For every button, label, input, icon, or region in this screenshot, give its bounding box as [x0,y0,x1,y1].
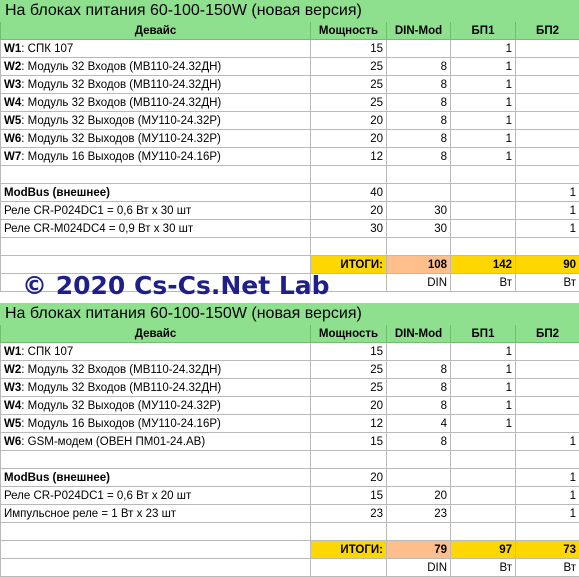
din-cell: 8 [387,397,451,415]
bp1-cell [451,487,516,505]
empty-cell [1,166,311,184]
device-name: : СПК 107 [21,346,73,358]
device-name-cell [1,433,311,451]
power-cell: 15 [311,40,387,58]
bp2-cell [516,40,579,58]
bp1-cell: 1 [451,397,516,415]
din-cell [387,184,451,202]
unit-din: DIN [387,559,451,577]
bp2-cell [516,397,579,415]
modbus-row [1,184,579,202]
relay-name: Реле CR-M024DC4 = 0,9 Вт x 30 шт [1,220,311,238]
copyright-banner: © 2020 Cs-Cs.Net Lab [0,268,579,303]
device-name-cell [1,58,311,76]
column-header: БП1 [451,22,516,40]
device-name: : Модуль 32 Входов (МВ110-24.32ДН) [21,61,221,73]
total-bp2: 73 [516,541,579,559]
relay-name: Реле CR-P024DC1 = 0,6 Вт x 20 шт [1,487,311,505]
power-cell: 25 [311,361,387,379]
device-name: : Модуль 32 Входов (МВ110-24.32ДН) [21,97,221,109]
bp2-cell [516,148,579,166]
device-row [1,361,579,379]
device-id: W5 [4,418,21,430]
din-cell [387,343,451,361]
din-cell [387,469,451,487]
power-cell: 20 [311,130,387,148]
relay-name: Импульсное реле = 1 Вт x 23 шт [1,505,311,523]
power-cell: 25 [311,379,387,397]
unit-bp1: Вт [451,274,516,292]
unit-din: DIN [387,274,451,292]
device-id: W7 [4,151,21,163]
empty-cell [451,451,516,469]
device-name-cell [1,397,311,415]
device-name: : Модуль 32 Выходов (МУ110-24.32Р) [21,133,221,145]
relay-row [1,220,579,238]
bp2-cell [516,379,579,397]
column-header: Мощность [311,325,387,343]
power-cell: 25 [311,94,387,112]
empty-cell [451,238,516,256]
bp1-cell: 1 [451,148,516,166]
bp1-cell [451,469,516,487]
device-row [1,397,579,415]
din-cell: 8 [387,58,451,76]
device-name: : Модуль 32 Выходов (МУ110-24.32Р) [21,400,221,412]
power-cell: 20 [311,469,387,487]
bp2-cell [516,76,579,94]
bp2-cell: 1 [516,202,579,220]
spacer-row [1,166,579,184]
spacer-row [1,238,579,256]
device-name-cell [1,415,311,433]
power-cell: 20 [311,202,387,220]
empty-cell [516,238,579,256]
power-cell: 23 [311,505,387,523]
power-cell: 15 [311,487,387,505]
modbus-row [1,469,579,487]
device-id: W6 [4,133,21,145]
sheet-title: На блоках питания 60-100-150W (новая версия) [1,1,579,22]
empty-cell [451,166,516,184]
din-cell: 30 [387,202,451,220]
device-row [1,94,579,112]
device-name: : Модуль 32 Входов (МВ110-24.32ДН) [21,79,221,91]
relay-name: Реле CR-P024DC1 = 0,6 Вт x 30 шт [1,202,311,220]
sheet-title-row [1,1,579,22]
bp1-cell: 1 [451,94,516,112]
bp1-cell: 1 [451,40,516,58]
din-cell: 8 [387,76,451,94]
empty-cell [1,559,311,577]
device-id: W2 [4,61,21,73]
empty-cell [387,451,451,469]
bp1-cell [451,184,516,202]
empty-cell [1,238,311,256]
device-row [1,415,579,433]
bp1-cell: 1 [451,130,516,148]
device-row [1,433,579,451]
bp1-cell: 1 [451,343,516,361]
bp1-cell: 1 [451,415,516,433]
power-cell: 25 [311,76,387,94]
bp1-cell [451,220,516,238]
din-cell: 8 [387,94,451,112]
bp2-cell [516,130,579,148]
power-cell: 12 [311,148,387,166]
device-name: : Модуль 16 Выходов (МУ110-24.16Р) [21,151,221,163]
total-bp2: 90 [516,256,579,274]
relay-row [1,505,579,523]
bp2-cell [516,94,579,112]
relay-row [1,202,579,220]
bp2-cell [516,112,579,130]
bp2-cell: 1 [516,487,579,505]
power-cell: 25 [311,58,387,76]
total-bp1: 142 [451,256,516,274]
empty-cell [451,523,516,541]
unit-bp2: Вт [516,559,579,577]
device-row [1,148,579,166]
device-id: W1 [4,346,21,358]
device-name-cell [1,148,311,166]
din-cell: 30 [387,220,451,238]
empty-cell [311,451,387,469]
device-row [1,58,579,76]
column-header: Мощность [311,22,387,40]
power-cell: 20 [311,397,387,415]
power-cell: 15 [311,343,387,361]
unit-bp1: Вт [451,559,516,577]
device-id: W6 [4,436,21,448]
empty-cell [516,166,579,184]
device-name: : СПК 107 [21,43,73,55]
bp1-cell [451,505,516,523]
column-header: БП2 [516,325,579,343]
device-id: W4 [4,400,21,412]
bp2-cell [516,58,579,76]
empty-cell [1,523,311,541]
device-row [1,379,579,397]
power-cell: 12 [311,415,387,433]
column-header: БП2 [516,22,579,40]
sheet-table-2 [0,303,579,577]
device-id: W2 [4,364,21,376]
header-row [1,325,579,343]
device-name: : Модуль 32 Входов (МВ110-24.32ДН) [21,382,221,394]
empty-cell [311,238,387,256]
bp2-cell: 1 [516,505,579,523]
device-id: W3 [4,382,21,394]
bp2-cell [516,415,579,433]
empty-cell [387,238,451,256]
column-header: Девайс [1,325,311,343]
empty-cell [1,451,311,469]
sheet-title: На блоках питания 60-100-150W (новая версия) [1,304,579,325]
power-cell: 20 [311,112,387,130]
din-cell: 8 [387,361,451,379]
din-cell: 23 [387,505,451,523]
spacer-row [1,523,579,541]
din-cell: 20 [387,487,451,505]
din-cell: 8 [387,130,451,148]
empty-cell [516,451,579,469]
empty-cell [311,166,387,184]
units-row [1,559,579,577]
device-name-cell [1,112,311,130]
power-cell: 30 [311,220,387,238]
power-cell: 40 [311,184,387,202]
device-name-cell [1,343,311,361]
empty-cell [311,523,387,541]
bp1-cell [451,433,516,451]
empty-cell [387,166,451,184]
total-din: 108 [387,256,451,274]
bp2-cell: 1 [516,433,579,451]
bp2-cell: 1 [516,220,579,238]
relay-row [1,487,579,505]
power-cell: 15 [311,433,387,451]
device-name-cell [1,361,311,379]
bp2-cell: 1 [516,469,579,487]
unit-bp2: Вт [516,274,579,292]
din-cell: 8 [387,148,451,166]
device-name-cell [1,40,311,58]
spacer-row [1,451,579,469]
device-name: : Модуль 32 Входов (МВ110-24.32ДН) [21,364,221,376]
power-table [0,303,579,577]
bp1-cell: 1 [451,76,516,94]
bp1-cell: 1 [451,379,516,397]
bp1-cell: 1 [451,58,516,76]
column-header: DIN-Mod [387,22,451,40]
device-name: : Модуль 32 Выходов (МУ110-24.32Р) [21,115,221,127]
device-name-cell [1,94,311,112]
device-row [1,76,579,94]
column-header: Девайс [1,22,311,40]
empty-cell [311,559,387,577]
din-cell: 4 [387,415,451,433]
bp1-cell: 1 [451,361,516,379]
bp1-cell: 1 [451,112,516,130]
empty-cell [1,541,311,559]
empty-cell [387,523,451,541]
device-name-cell [1,379,311,397]
bp1-cell [451,202,516,220]
bp2-cell: 1 [516,184,579,202]
device-row [1,112,579,130]
device-id: W4 [4,97,21,109]
din-cell [387,40,451,58]
device-id: W1 [4,43,21,55]
column-header: DIN-Mod [387,325,451,343]
column-header: БП1 [451,325,516,343]
bp2-cell [516,343,579,361]
device-id: W3 [4,79,21,91]
modbus-label: ModBus (внешнее) [1,184,311,202]
device-row [1,130,579,148]
total-bp1: 97 [451,541,516,559]
device-name: : Модуль 16 Выходов (МУ110-24.16Р) [21,418,221,430]
device-id: W5 [4,115,21,127]
din-cell: 8 [387,433,451,451]
header-row [1,22,579,40]
device-name-cell [1,76,311,94]
device-name: : GSM-модем (ОВЕН ПМ01-24.АВ) [21,436,205,448]
device-row [1,343,579,361]
device-name-cell [1,130,311,148]
modbus-label: ModBus (внешнее) [1,469,311,487]
din-cell: 8 [387,379,451,397]
totals-label: ИТОГИ: [311,541,387,559]
din-cell: 8 [387,112,451,130]
device-row [1,40,579,58]
totals-label: ИТОГИ: [311,256,387,274]
total-din: 79 [387,541,451,559]
bp2-cell [516,361,579,379]
empty-cell [516,523,579,541]
totals-row [1,541,579,559]
sheet-title-row [1,304,579,325]
